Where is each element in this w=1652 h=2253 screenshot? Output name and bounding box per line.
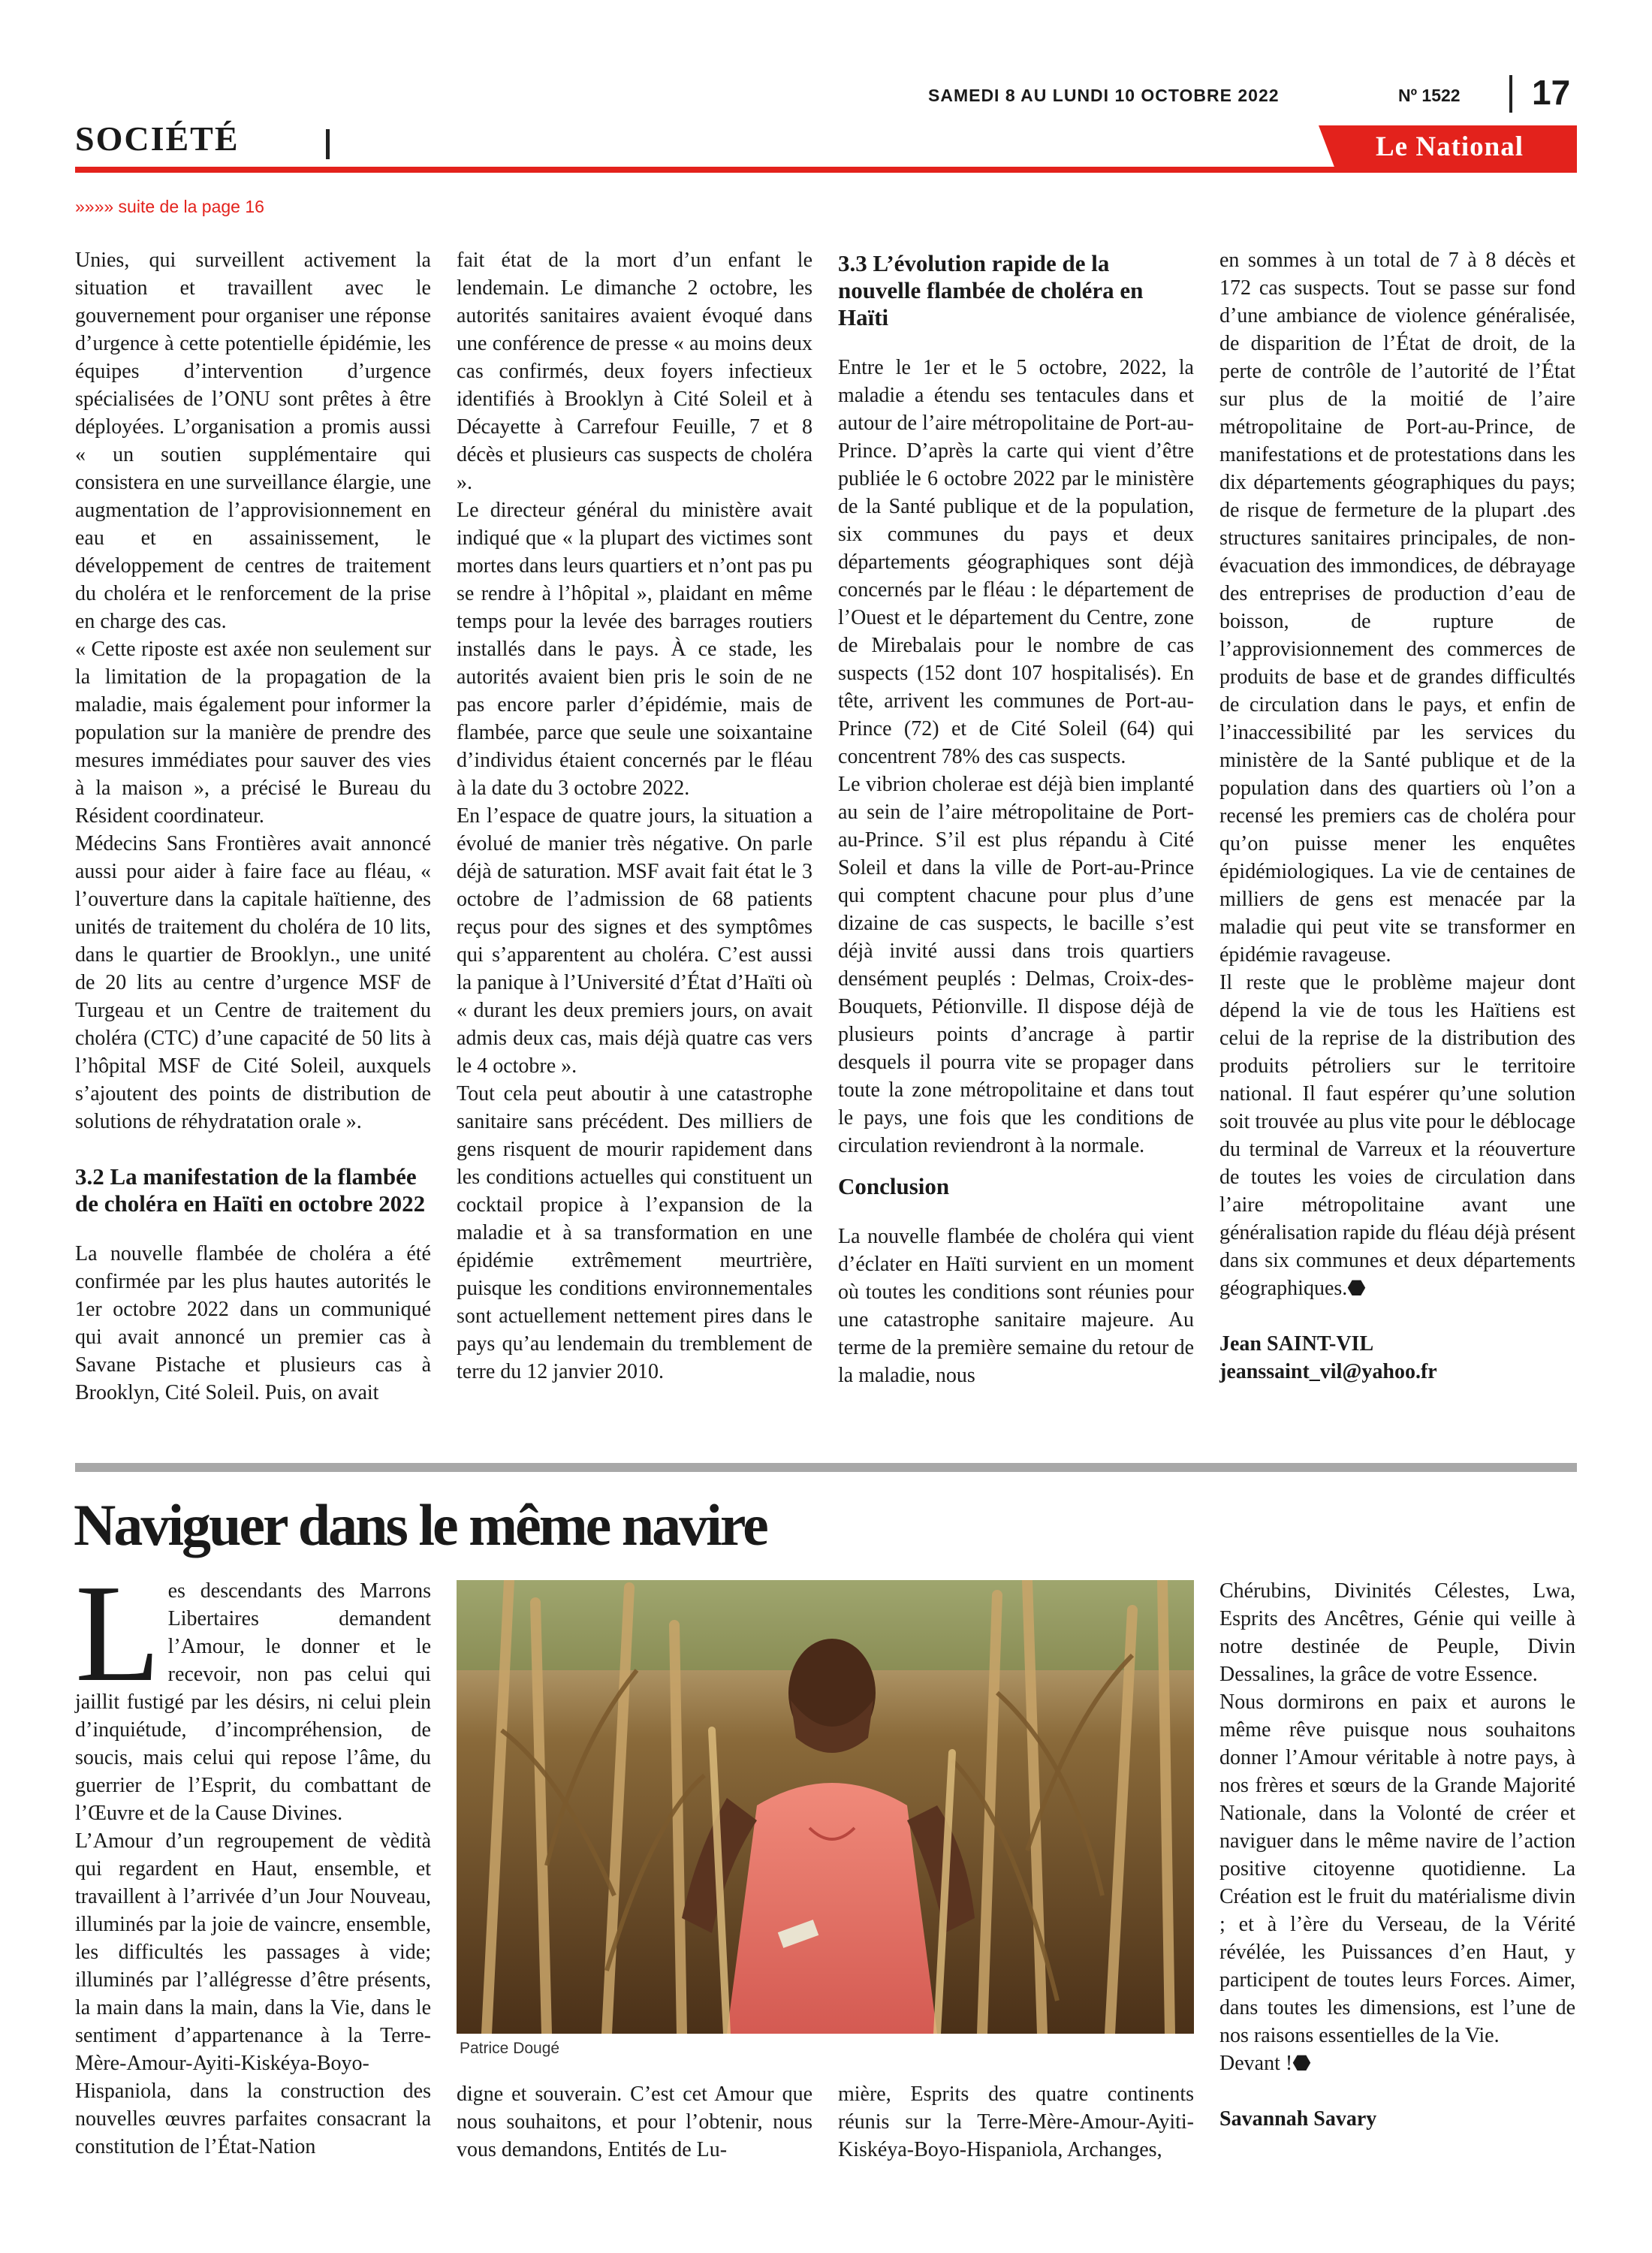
paragraph: Le vibrion cholerae est déjà bien implanté au sein de l’aire métropolitaine de Port-au-Prince. S’il est plus répandu à Cité Soleil et dans la ville de Port-au-Prince qui comptent chacune pour plus d’une dizaine de cas suspects, le bacille s’est déjà invité aussi dans trois quartiers densément peuplés : Delmas, Croix-des-Bouquets, Pétionville. Il dispose déjà de plusieurs points d’ancrage à partir desquels il pourra vite se propager dans toute la zone métropolitaine et dans tout le pays, une fois que les conditions de circulation reviendront à la normale.: [838, 773, 1194, 1157]
section-title: SOCIÉTÉ: [75, 119, 240, 158]
paragraph: Le directeur général du ministère avait indiqué que « la plupart des victimes sont mortes dans leurs quartiers et n’ont pas pu se rendre à l’hôpital », plaidant en même temps pour la levée des barrages routiers installés dans le pays. À ce stade, les autorités avaient bien pris le soin de ne pas encore parler d’épidémie, mais de flambée, parce que seule une soixantaine d’individus étaient concernés par le fléau à la date du 3 octobre 2022.: [457, 499, 812, 800]
article-divider: [75, 1463, 1577, 1472]
paragraph: Médecins Sans Frontières avait annoncé aussi pour aider à faire face au fléau, « l’ouverture dans la capitale haïtienne, des unités de traitement du choléra de 10 lits, dans le quartier de Brooklyn., une unité de 20 lits au centre d’urgence MSF de Turgeau et un Centre de traitement du choléra (CTC) d’une capacité de 50 lits à l’hôpital MSF de Cité Soleil, auxquels s’ajoutent des points de distribution de solutions de réhydratation orale ».: [75, 832, 431, 1133]
newspaper-brand: Le National: [1376, 131, 1524, 162]
brand-box-notch: [1319, 125, 1335, 169]
drop-cap: L: [75, 1556, 161, 1711]
issue-number: Nº 1522: [1398, 86, 1461, 105]
subheading-3-3: 3.3 L’évolution rapide de la nouvelle flambée de choléra en Haïti: [838, 250, 1144, 330]
paragraph: Entre le 1er et le 5 octobre, 2022, la maladie a étendu ses tentacules dans et autour de l’aire métropolitaine de Port-au-Prince. D’après la carte qui vient d’être publiée le 6 octobre 2022 par le ministère de la Santé publique et de la population, six communes du pays et deux départements géographiques sont déjà concernés par le fléau : le département de l’Ouest et le département du Centre, zone de Mirebalais pour le nombre de cas suspects (152 dont 107 hospitalisés). En tête, arrivent les communes de Port-au-Prince (72) et de Cité Soleil (64) qui concentrent 78% des cas suspects.: [838, 356, 1194, 768]
paragraph: L’Amour d’un regroupement de vèdità qui regardent en Haut, ensemble, et travaillent à l’arrivée d’un Jour Nouveau, illuminés par la joie de vaincre, ensemble, les difficultés les passages à vide; illuminés par l’allégresse d’être présents, la main dans la main, dans la Vie, dans le sentiment d’appartenance à la Terre-Mère-Amour-Ayiti-Kiskéya-Boyo-Hispaniola, dans la construction des nouvelles œuvres parfaites consacrant la constitution de l’État-Nation: [75, 1829, 431, 2158]
paragraph: Unies, qui surveillent activement la situation et travaillent avec le gouvernement pour organiser une réponse d’urgence à cette potentielle épidémie, les équipes d’intervention d’urgence spécialisées de l’ONU sont prêtes à être déployées. L’organisation a promis aussi « un soutien supplémentaire qui consistera en une surveillance élargie, une augmentation de l’approvisionnement en eau et en assainissement, le développement de centres de traitement du choléra et le renforcement de la prise en charge des cas.: [75, 249, 431, 633]
paragraph: Tout cela peut aboutir à une catastrophe sanitaire sans précédent. Des milliers de gens risquent de mourir rapidement dans les conditions actuelles qui constituent un cocktail propice à l’expansion de la maladie et à sa transformation en une épidémie extrêmement meurtrière, puisque les conditions environnementales sont actuellement nettement pires dans le pays qu’au lendemain du tremblement de terre du 12 janvier 2010.: [457, 1082, 812, 1383]
article1-column-3: [838, 250, 1194, 1389]
photo-image: [457, 1580, 1194, 2034]
header-rule: [75, 167, 1577, 173]
paragraph: fait état de la mort d’un enfant le lendemain. Le dimanche 2 octobre, les autorités sanitaires avaient évoqué dans une conférence de presse « au moins deux cas confirmés, deux foyers infectieux identifiés à Brooklyn à Cité Soleil et à Décayette à Carrefour Feuille, 7 et 8 décès et plusieurs cas suspects de choléra ».: [457, 249, 812, 494]
article2-column-4: [1219, 1577, 1575, 2133]
subheading-3-2: 3.2 La manifestation de la flambée de choléra en Haïti en octobre 2022: [75, 1163, 426, 1217]
photo-girl-in-cornfield: [457, 1580, 1194, 2034]
article1-column-2: [457, 246, 812, 1386]
issue-date: SAMEDI 8 AU LUNDI 10 OCTOBRE 2022: [928, 86, 1280, 105]
continued-from: »»»» suite de la page 16: [75, 197, 264, 216]
paragraph: Nous dormirons en paix et aurons le même rêve puisque nous souhaitons donner l’Amour véritable à notre pays, à nos frères et sœurs de la Grande Majorité Nationale, dans la Volonté de créer et naviguer dans le même navire de l’action positive citoyenne quotidienne. La Création est le fruit du matérialisme divin ; et à l’ère du Verseau, de la Vérité révélée, les Puissances d’en Haut, y participent de toutes leurs Forces. Aimer, dans toutes les dimensions, est l’une de nos raisons essentielles de la Vie.: [1219, 1691, 1575, 2047]
article1-column-1: [75, 246, 431, 1407]
author-name: Jean SAINT-VIL: [1219, 1332, 1374, 1356]
end-mark-icon: ⬣: [1292, 2052, 1311, 2075]
paragraph: En l’espace de quatre jours, la situation a évolué de manier très négative. On parle déjà de saturation. MSF avait fait état le 3 octobre de l’admission de 68 patients reçus pour des signes et des symptômes qui s’apparentent au choléra. C’est aussi la panique à l’Université d’État d’Haïti où « durant les deux premiers jours, on avait admis deux cas, mais déjà quatre cas vers le 4 octobre ».: [457, 804, 812, 1078]
subheading-conclusion: Conclusion: [838, 1173, 950, 1199]
paragraph: Il reste que le problème majeur dont dépend la vie de tous les Haïtiens est celui de la reprise de la distribution des produits pétroliers sur le territoire national. Il faut espérer qu’une solution soit trouvée au plus vite pour le déblocage du terminal de Varreux et la réouverture de toutes les voies de circulation dans l’aire métropolitaine avant une généralisation rapide du fléau déjà présent dans six communes et deux départements géographiques.⬣: [1219, 971, 1575, 1300]
end-mark-icon: ⬣: [1347, 1277, 1366, 1300]
paragraph: digne et souverain. C’est cet Amour que nous souhaitons, et pour l’obtenir, nous vous demandons, Entités de Lu-: [457, 2083, 812, 2161]
article2-column-3: [838, 2080, 1194, 2164]
article2-column-1: [75, 1556, 431, 2161]
paragraph: « Cette riposte est axée non seulement sur la limitation de la propagation de la maladie, mais également pour informer la population sur la manière de prendre des mesures immédiates pour sauver des vies à la maison », a précisé le Bureau du Résident coordinateur.: [75, 638, 431, 828]
article-title: Naviguer dans le même navire: [74, 1492, 767, 1558]
paragraph: Devant !⬣: [1219, 2052, 1311, 2075]
paragraph: mière, Esprits des quatre continents réunis sur la Terre-Mère-Amour-Ayiti-Kiskéya-Boyo-Hispaniola, Archanges,: [838, 2083, 1194, 2161]
author-name: Savannah Savary: [1219, 2107, 1377, 2131]
section-divider: [326, 129, 330, 159]
paragraph: en sommes à un total de 7 à 8 décès et 172 cas suspects. Tout se passe sur fond d’une ambiance de violence généralisée, de disparition de l’État de droit, de la perte de contrôle de l’autorité de l’État sur plus de la moitié de l’aire métropolitaine de Port-au-Prince, de manifestations et de protestations dans les dix départements géographiques du pays; de risque de fermeture de la plupart .des structures sanitaires principales, de non-évacuation des immondices, de débrayage des entreprises de production d’eau de boisson, de rupture de l’approvisionnement des commerces de produits de base et de grandes difficultés de circulation dans le pays, et enfin de l’inaccessibilité par les services du ministère de la Santé publique et de la population dans des quartiers où l’on a recensé les premiers cas de choléra pour qu’on puisse mener les enquêtes épidémiologiques. La vie de centaines de milliers de gens est menacée par la maladie qui peut vite se transformer en épidémie ravageuse.: [1219, 249, 1575, 967]
author-email[interactable]: jeanssaint_vil@yahoo.fr: [1219, 1360, 1437, 1383]
article1-column-4: [1219, 246, 1575, 1386]
paragraph: Chérubins, Divinités Célestes, Lwa, Esprits des Ancêtres, Génie qui veille à notre destinée de Peuple, Divin Dessalines, la grâce de votre Essence.: [1219, 1579, 1575, 1686]
photo-caption: Patrice Dougé: [460, 2040, 560, 2057]
header-divider: [1509, 75, 1512, 113]
paragraph: La nouvelle flambée de choléra qui vient d’éclater en Haïti survient en un moment où toutes les conditions sont réunies pour une catastrophe sanitaire majeure. Au terme de la première semaine du retour de la maladie, nous: [838, 1225, 1194, 1387]
paragraph: Les descendants des Marrons Libertaires demandent l’Amour, le donner et le recevoir, non pas celui qui jaillit fustigé par les désirs, ni celui plein d’inquiétude, d’incompréhension, de soucis, mais celui qui repose l’âme, du guerrier de l’Esprit, du combattant de l’Œuvre et de la Cause Divines.: [75, 1556, 431, 1825]
page-number: 17: [1532, 73, 1571, 112]
paragraph: La nouvelle flambée de choléra a été confirmée par les plus hautes autorités le 1er octobre 2022 dans un communiqué qui avait annoncé un premier cas à Savane Pistache et plusieurs cas à Brooklyn, Cité Soleil. Puis, on avait: [75, 1242, 431, 1404]
article2-column-2: [457, 2080, 812, 2164]
